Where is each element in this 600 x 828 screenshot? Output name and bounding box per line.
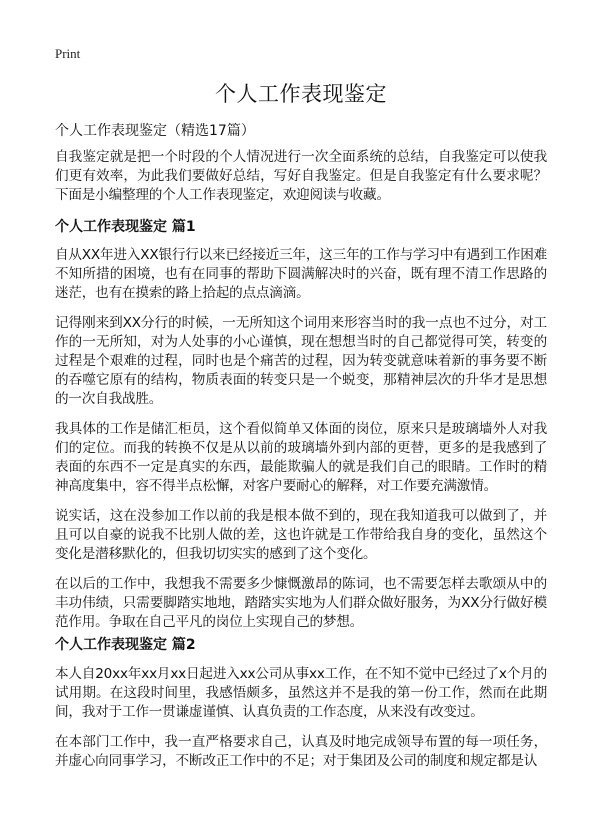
paragraph: 记得刚来到XX分行的时候，一无所知这个词用来形容当时的我一点也不过分，对工作的一无所知，对为人处事的小心谨慎，现在想想当时的自己都觉得可笑，转变的过程是个艰难的过程，同时也是个痛苦的过程，因为转变就意味着新的事务要不断的吞噬它原有的结构，物质表面的转变只是一个蜕变，那精神层次的升华才是思想的一次自我战胜。	[55, 315, 547, 407]
paragraph: 自从XX年进入XX银行行以来已经接近三年，这三年的工作与学习中有遇到工作困难不知所措的困境，也有在同事的帮助下圆满解决时的兴奋，既有理不清工作思路的迷茫，也有在摸索的路上拾起的点点滴滴。	[55, 247, 547, 301]
print-link[interactable]: Print	[55, 46, 81, 61]
page-title: 个人工作表现鉴定	[215, 82, 387, 106]
paragraph: 在本部门工作中，我一直严格要求自己，认真及时地完成领导布置的每一项任务，并虚心向同事学习，不断改正工作中的不足；对于集团及公司的制度和规定都是认	[55, 734, 547, 769]
intro-paragraph: 自我鉴定就是把一个时段的个人情况进行一次全面系统的总结，自我鉴定可以使我们更有效率，为此我们要做好总结，写好自我鉴定。但是自我鉴定有什么要求呢？下面是小编整理的个人工作表现鉴定，欢迎阅读与收藏。	[55, 149, 547, 203]
paragraph: 我具体的工作是储汇柜员，这个看似简单又体面的岗位，原来只是玻璃墙外人对我们的定位。而我的转换不仅是从以前的玻璃墙外到内部的更替，更多的是我感到了表面的东西不一定是真实的东西，最能欺骗人的就是我们自己的眼睛。工作时的精神高度集中，容不得半点松懈，对客户要耐心的解释，对工作要充满激情。	[55, 421, 547, 494]
section-heading-2: 个人工作表现鉴定 篇2	[55, 637, 196, 653]
paragraph: 说实话，这在没参加工作以前的我是根本做不到的，现在我知道我可以做到了，并且可以自豪的说我不比别人做的差，这也许就是工作带给我自身的变化，虽然这个变化是潜移默化的，但我切切实实的感到了这个变化。	[55, 508, 547, 562]
paragraph: 本人自20xx年xx月xx日起进入xx公司从事xx工作，在不知不觉中已经过了x个月的试用期。在这段时间里，我感悟颇多，虽然这并不是我的第一份工作，然而在此期间，我对于工作一贯谦虚谨慎、认真负责的工作态度，从来没有改变过。	[55, 666, 547, 720]
paragraph: 在以后的工作中，我想我不需要多少慷慨激昂的陈词，也不需要怎样去歌颂从中的丰功伟绩，只需要脚踏实地地，踏踏实实地为人们群众做好服务，为XX分行做好模范作用。争取在自己平凡的岗位上实现自己的梦想。	[55, 576, 547, 630]
section-heading-1: 个人工作表现鉴定 篇1	[55, 219, 196, 235]
document-subtitle: 个人工作表现鉴定（精选17篇）	[55, 123, 255, 139]
